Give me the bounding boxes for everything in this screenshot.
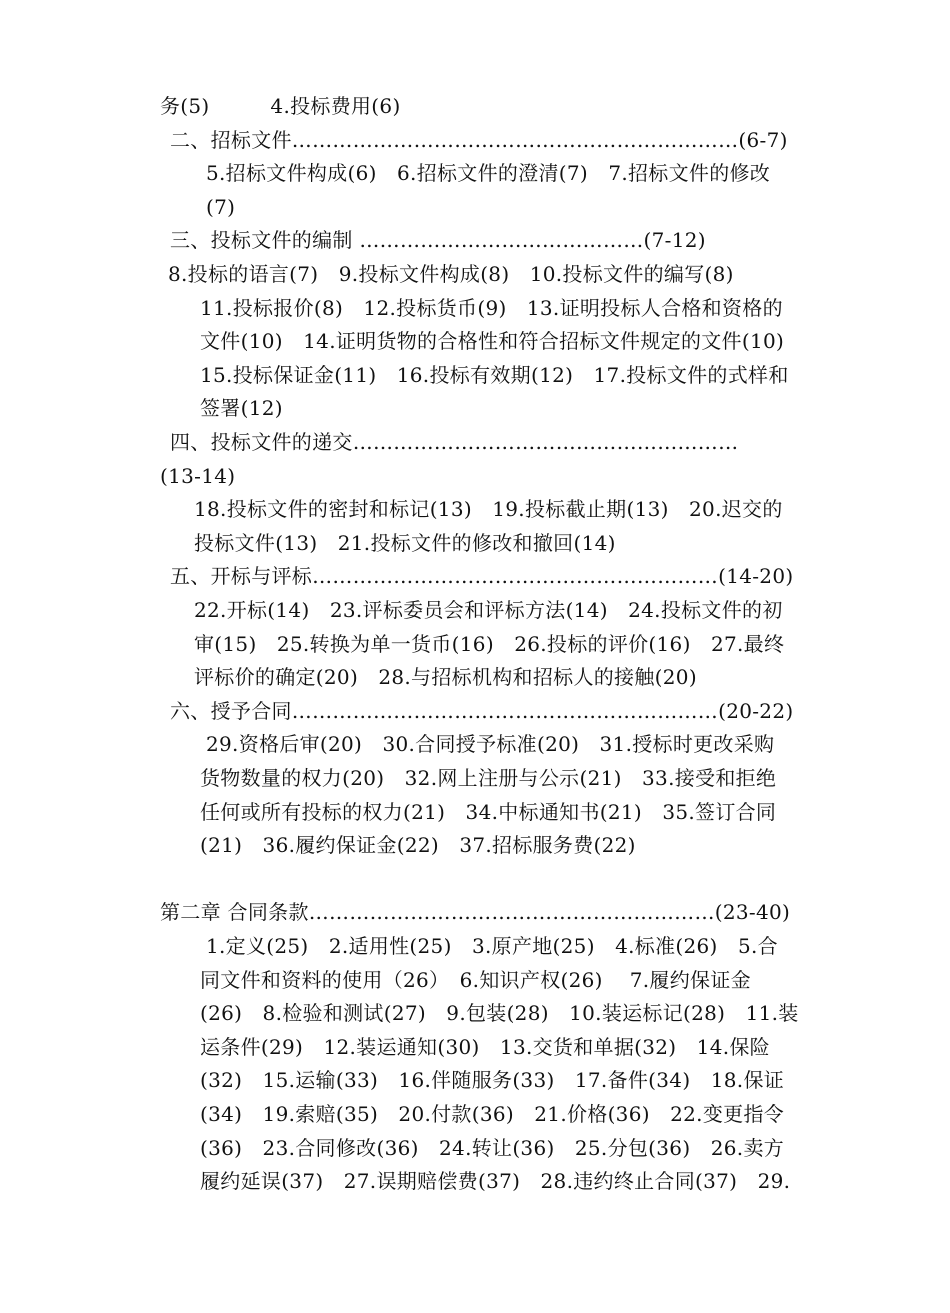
toc-line: 22.开标(14) 23.评标委员会和评标方法(14) 24.投标文件的初 <box>194 598 783 622</box>
toc-chapter-heading: 第二章 合同条款……………………………………………………(23-40) <box>160 900 791 924</box>
toc-line: (26) 8.检验和测试(27) 9.包装(28) 10.装运标记(28) 11.装 <box>200 1001 799 1025</box>
toc-line: 同文件和资料的使用（26） 6.知识产权(26) 7.履约保证金 <box>200 968 751 992</box>
toc-line: 任何或所有投标的权力(21) 34.中标通知书(21) 35.签订合同 <box>200 800 777 824</box>
toc-line: 货物数量的权力(20) 32.网上注册与公示(21) 33.接受和拒绝 <box>200 766 777 790</box>
toc-line: (21) 36.履约保证金(22) 37.招标服务费(22) <box>200 833 636 857</box>
toc-line: 运条件(29) 12.装运通知(30) 13.交货和单据(32) 14.保险 <box>200 1035 770 1059</box>
toc-section-heading: 二、招标文件…………………………………………………………(6-7) <box>170 128 788 152</box>
toc-line: 评标价的确定(20) 28.与招标机构和招标人的接触(20) <box>194 665 697 689</box>
toc-section-heading: 四、投标文件的递交………………………………………………… <box>170 430 739 454</box>
toc-section-heading: 三、投标文件的编制 ……………………………………(7-12) <box>170 228 706 252</box>
toc-line: 5.招标文件构成(6) 6.招标文件的澄清(7) 7.招标文件的修改 <box>206 161 771 185</box>
toc-line: 投标文件(13) 21.投标文件的修改和撤回(14) <box>194 531 616 555</box>
toc-line: 11.投标报价(8) 12.投标货币(9) 13.证明投标人合格和资格的 <box>200 296 783 320</box>
toc-line: 15.投标保证金(11) 16.投标有效期(12) 17.投标文件的式样和 <box>200 363 789 387</box>
toc-line: (7) <box>206 195 236 219</box>
toc-line: 文件(10) 14.证明货物的合格性和符合招标文件规定的文件(10) <box>200 329 785 353</box>
toc-line: 1.定义(25) 2.适用性(25) 3.原产地(25) 4.标准(26) 5.合 <box>206 934 778 958</box>
toc-line: 务(5) 4.投标费用(6) <box>160 94 401 118</box>
toc-line: (32) 15.运输(33) 16.伴随服务(33) 17.备件(34) 18.保证 <box>200 1068 785 1092</box>
toc-line: (34) 19.索赔(35) 20.付款(36) 21.价格(36) 22.变更指令 <box>200 1102 785 1126</box>
toc-line: 履约延误(37) 27.误期赔偿费(37) 28.违约终止合同(37) 29. <box>200 1169 791 1193</box>
toc-line: 签署(12) <box>200 396 283 420</box>
toc-line: (13-14) <box>160 464 236 488</box>
toc-line: 18.投标文件的密封和标记(13) 19.投标截止期(13) 20.迟交的 <box>194 497 783 521</box>
toc-line: 29.资格后审(20) 30.合同授予标准(20) 31.授标时更改采购 <box>206 732 775 756</box>
toc-line: (36) 23.合同修改(36) 24.转让(36) 25.分包(36) 26.卖方 <box>200 1136 785 1160</box>
toc-line: 审(15) 25.转换为单一货币(16) 26.投标的评价(16) 27.最终 <box>194 632 785 656</box>
toc-section-heading: 五、开标与评标……………………………………………………(14-20) <box>170 564 794 588</box>
toc-line: 8.投标的语言(7) 9.投标文件构成(8) 10.投标文件的编写(8) <box>168 262 734 286</box>
toc-section-heading: 六、授予合同………………………………………………………(20-22) <box>170 699 794 723</box>
